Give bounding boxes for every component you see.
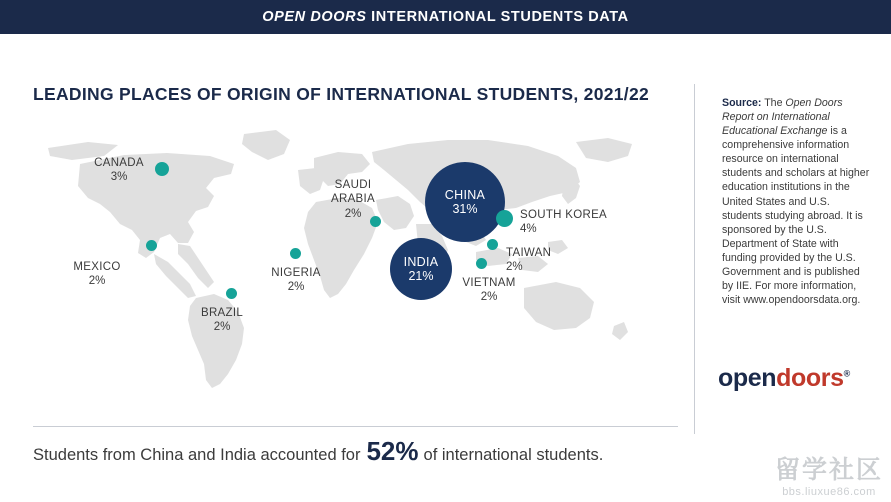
bubble-india bbox=[390, 238, 452, 300]
world-map-chart bbox=[28, 112, 678, 412]
content-area bbox=[0, 34, 891, 502]
label-vietnam-value: 2% bbox=[480, 291, 498, 304]
dot-canada bbox=[155, 162, 169, 176]
footer-divider bbox=[33, 426, 678, 427]
bubble-china-value: 31% bbox=[452, 202, 478, 216]
bubble-india-value: 21% bbox=[408, 269, 434, 283]
dot-south-korea bbox=[496, 210, 513, 227]
label-saudi-arabia-name-line1: SAUDI bbox=[334, 179, 372, 191]
label-canada bbox=[86, 156, 152, 185]
label-vietnam-name: VIETNAM bbox=[462, 277, 516, 289]
dot-mexico bbox=[146, 240, 157, 251]
source-italic-1: Open Doors Report on International Educational Exchange bbox=[722, 97, 843, 138]
label-mexico-value: 2% bbox=[88, 275, 106, 288]
source-label: Source: bbox=[722, 97, 762, 109]
label-taiwan-name: TAIWAN bbox=[506, 247, 552, 259]
header-title-rest: INTERNATIONAL STUDENTS DATA bbox=[366, 9, 629, 25]
footer-statement bbox=[33, 436, 683, 467]
label-saudi-arabia bbox=[322, 178, 384, 221]
label-nigeria bbox=[260, 266, 332, 295]
opendoors-logo bbox=[718, 364, 850, 393]
footer-percent: 52% bbox=[366, 436, 419, 466]
watermark-main-text: 留学社区 bbox=[774, 456, 883, 484]
bubble-india-label: INDIA bbox=[403, 254, 439, 269]
source-text-2: is a comprehensive information resource on international students and scholars at higher education institutions in the United States and U.S. students studying abroad. It is sponsored by the U.S. Department of State with funding provided by the U.S. Government and is published by IIE. For more information, visit www.opendoorsdata.org. bbox=[722, 125, 870, 307]
label-canada-value: 3% bbox=[110, 171, 128, 184]
label-south-korea-name: SOUTH KOREA bbox=[520, 209, 608, 221]
label-mexico-name: MEXICO bbox=[73, 261, 121, 273]
label-south-korea bbox=[520, 208, 607, 237]
label-taiwan bbox=[506, 246, 551, 275]
bubble-china bbox=[425, 162, 505, 242]
dot-brazil bbox=[226, 288, 237, 299]
footer-text-before: Students from China and India accounted for bbox=[33, 446, 361, 464]
label-south-korea-value: 4% bbox=[520, 223, 537, 236]
label-vietnam bbox=[454, 276, 524, 305]
source-note bbox=[722, 96, 870, 307]
logo-open-text: open bbox=[718, 364, 777, 392]
footer-text-after: of international students. bbox=[423, 446, 604, 464]
label-saudi-arabia-value: 2% bbox=[344, 207, 362, 220]
registered-trademark-icon: ® bbox=[843, 368, 850, 379]
bubble-china-label: CHINA bbox=[444, 187, 486, 202]
label-mexico bbox=[58, 260, 136, 289]
dot-vietnam bbox=[476, 258, 487, 269]
dot-nigeria bbox=[290, 248, 301, 259]
label-saudi-arabia-name-line2: ARABIA bbox=[331, 193, 375, 206]
label-brazil-name: BRAZIL bbox=[200, 307, 244, 319]
source-text-1: The bbox=[761, 97, 786, 109]
logo-doors-text: doors bbox=[776, 364, 844, 392]
header-bar bbox=[0, 0, 891, 34]
label-nigeria-value: 2% bbox=[287, 281, 305, 294]
watermark bbox=[775, 450, 883, 498]
chart-title: LEADING PLACES OF ORIGIN OF INTERNATIONAL STUDENTS, 2021/22 bbox=[33, 84, 650, 104]
header-title-italic: OPEN DOORS bbox=[262, 9, 367, 25]
page-title bbox=[262, 9, 629, 25]
label-brazil-value: 2% bbox=[213, 321, 231, 334]
label-brazil bbox=[188, 306, 256, 335]
label-taiwan-value: 2% bbox=[506, 261, 523, 274]
dot-taiwan bbox=[487, 239, 498, 250]
label-canada-name: CANADA bbox=[94, 157, 144, 169]
label-nigeria-name: NIGERIA bbox=[271, 267, 321, 279]
watermark-sub-text: bbs.liuxue86.com bbox=[782, 486, 876, 498]
vertical-divider bbox=[694, 84, 695, 434]
